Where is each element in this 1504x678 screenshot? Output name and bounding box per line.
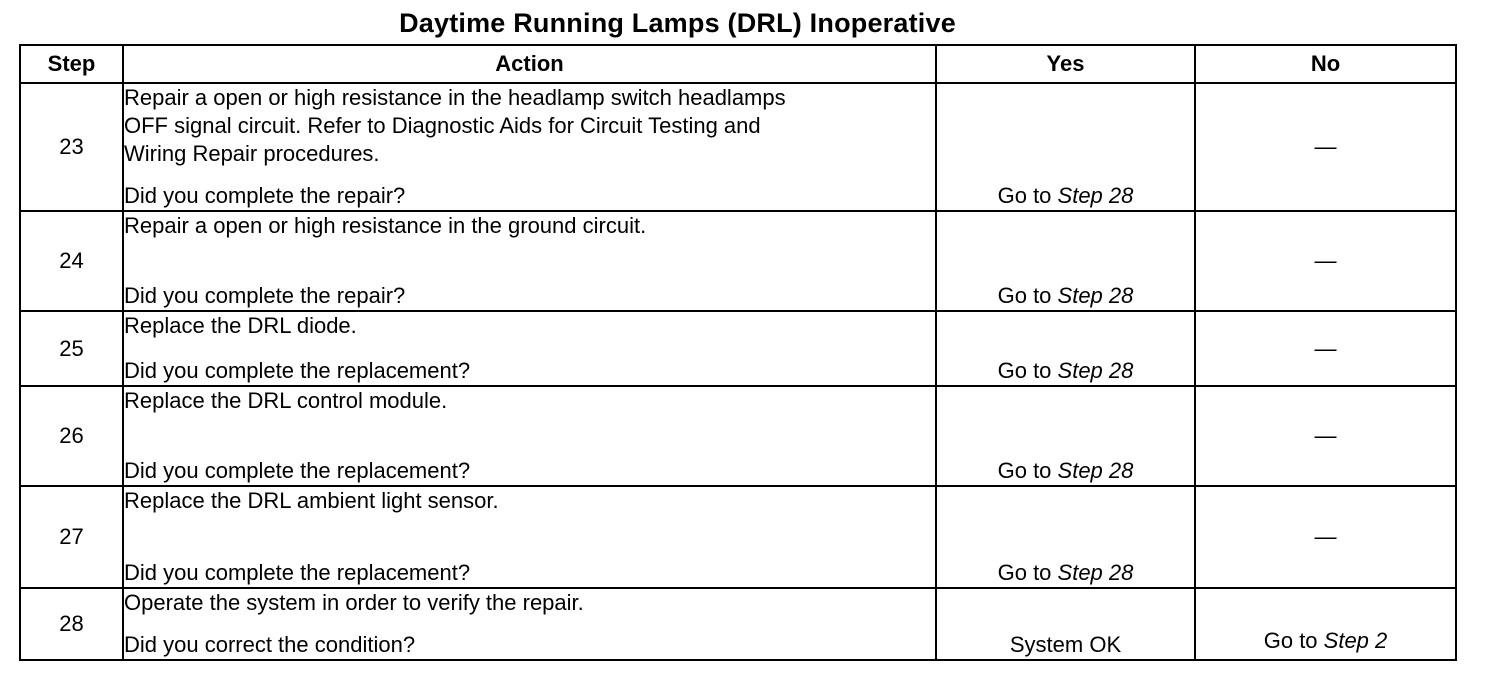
- header-yes: Yes: [936, 45, 1195, 83]
- table-row: [20, 211, 1456, 311]
- step-number: 25: [20, 311, 123, 386]
- no-cell: —: [1195, 83, 1456, 211]
- header-no: No: [1195, 45, 1456, 83]
- step-number: 28: [20, 588, 123, 660]
- action-question: Did you complete the repair?: [124, 183, 406, 208]
- action-question: Did you complete the repair?: [124, 283, 406, 308]
- action-line: Repair a open or high resistance in the ground circuit.: [124, 213, 647, 238]
- yes-step-link[interactable]: Step 28: [1057, 458, 1134, 483]
- yes-step-link[interactable]: Step 28: [1057, 560, 1134, 585]
- yes-step-link[interactable]: Step 28: [1057, 283, 1134, 308]
- action-line: Replace the DRL ambient light sensor.: [124, 488, 499, 513]
- no-cell: —: [1195, 486, 1456, 588]
- action-line: Repair a open or high resistance in the headlamp switch headlamps: [124, 85, 786, 110]
- no-step-link[interactable]: Step 2: [1323, 628, 1388, 653]
- yes-cell: [936, 83, 1195, 211]
- action-line: Wiring Repair procedures.: [124, 141, 380, 166]
- action-cell: [123, 311, 936, 386]
- no-cell: —: [1195, 311, 1456, 386]
- header-action: Action: [123, 45, 936, 83]
- action-line: Replace the DRL diode.: [124, 313, 357, 338]
- action-cell: [123, 83, 936, 211]
- yes-cell: [936, 588, 1195, 660]
- yes-prefix: Go to: [997, 283, 1058, 308]
- action-cell: [123, 386, 936, 486]
- yes-step-link[interactable]: Step 28: [1057, 358, 1134, 383]
- action-cell: [123, 588, 936, 660]
- yes-prefix: Go to: [997, 458, 1058, 483]
- yes-prefix: Go to: [997, 358, 1058, 383]
- action-question: Did you correct the condition?: [124, 632, 416, 657]
- table-row: [20, 386, 1456, 486]
- yes-step-link[interactable]: Step 28: [1057, 183, 1134, 208]
- table-row: [20, 486, 1456, 588]
- no-prefix: Go to: [1263, 628, 1324, 653]
- yes-cell: [936, 486, 1195, 588]
- header-row: [20, 45, 1456, 83]
- no-cell: [1195, 588, 1456, 660]
- step-number: 23: [20, 83, 123, 211]
- no-cell: —: [1195, 211, 1456, 311]
- yes-result: System OK: [1009, 632, 1122, 657]
- table-row: [20, 588, 1456, 660]
- action-question: Did you complete the replacement?: [124, 458, 471, 483]
- step-number: 26: [20, 386, 123, 486]
- page-title: Daytime Running Lamps (DRL) Inoperative: [399, 8, 956, 38]
- step-number: 27: [20, 486, 123, 588]
- table-row: [20, 83, 1456, 211]
- action-line: OFF signal circuit. Refer to Diagnostic Aids for Circuit Testing and: [124, 113, 761, 138]
- action-cell: [123, 486, 936, 588]
- action-question: Did you complete the replacement?: [124, 560, 471, 585]
- action-cell: [123, 211, 936, 311]
- yes-cell: [936, 386, 1195, 486]
- action-question: Did you complete the replacement?: [124, 358, 471, 383]
- yes-cell: [936, 311, 1195, 386]
- step-number: 24: [20, 211, 123, 311]
- table-row: [20, 311, 1456, 386]
- no-cell: —: [1195, 386, 1456, 486]
- yes-cell: [936, 211, 1195, 311]
- yes-prefix: Go to: [997, 183, 1058, 208]
- header-step: Step: [20, 45, 123, 83]
- action-line: Replace the DRL control module.: [124, 388, 448, 413]
- action-line: Operate the system in order to verify the repair.: [124, 590, 584, 615]
- yes-prefix: Go to: [997, 560, 1058, 585]
- diagnostic-table: [19, 44, 1457, 661]
